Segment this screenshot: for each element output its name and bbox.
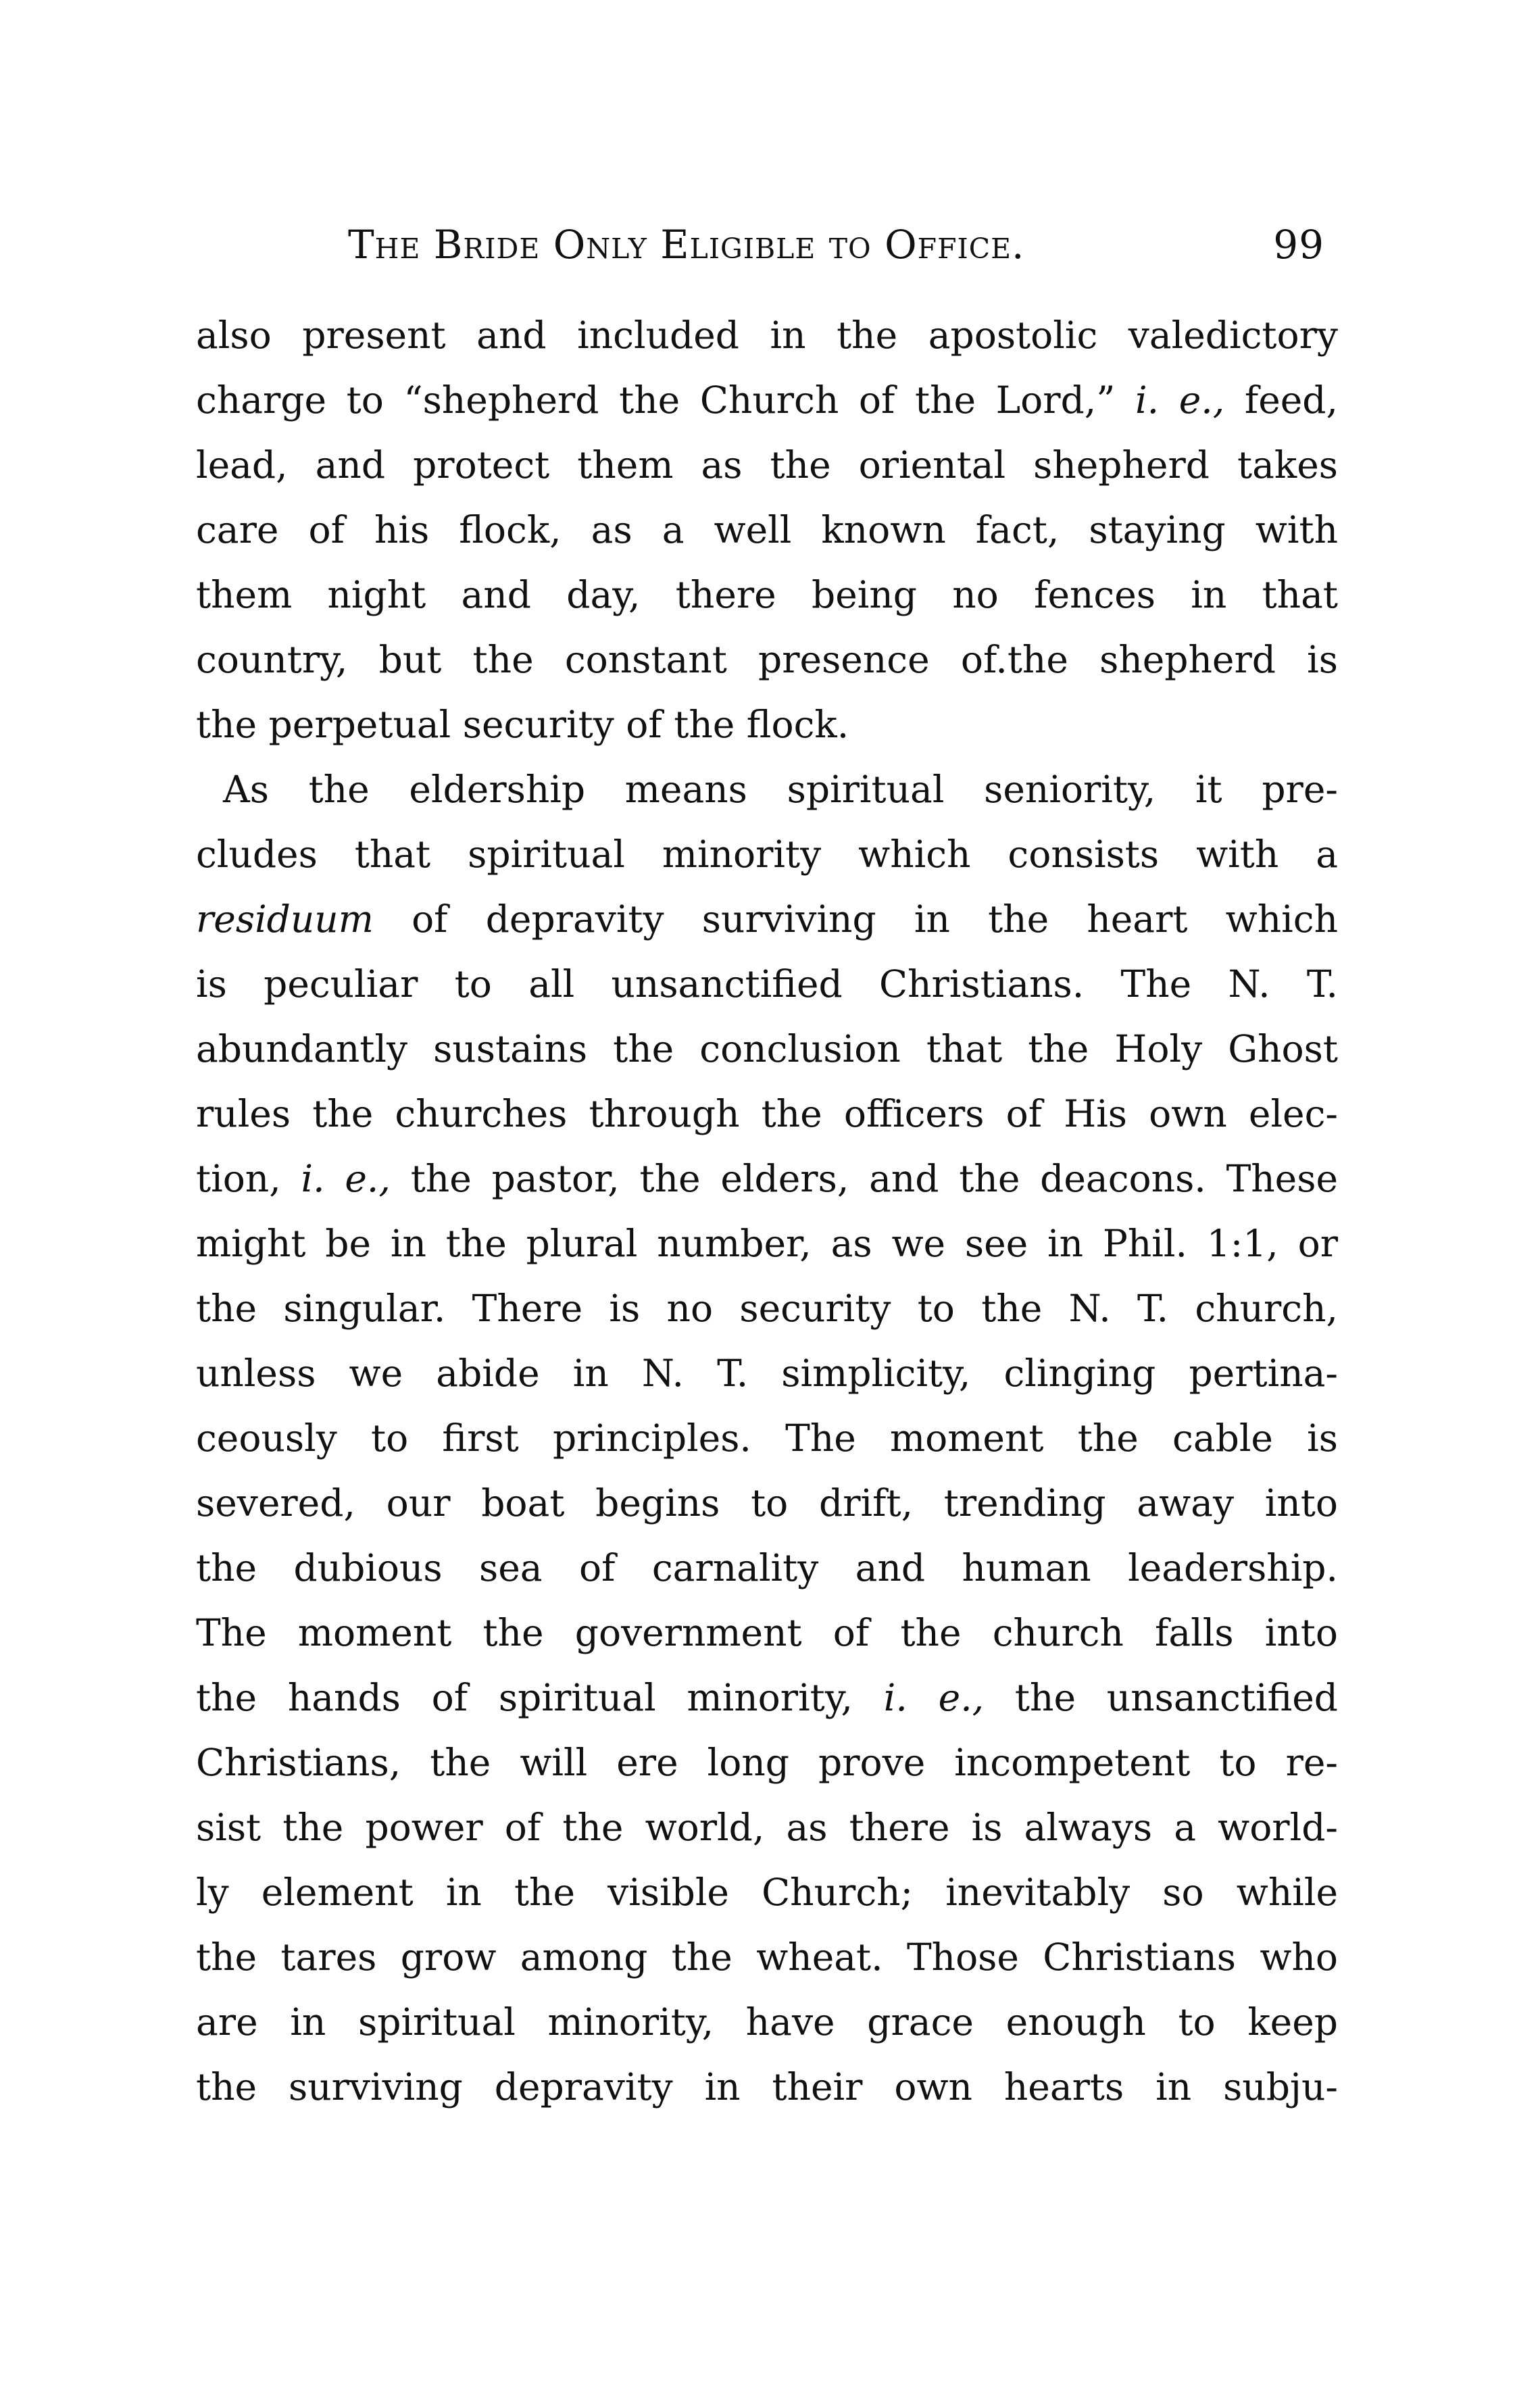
text-line: care of his flock, as a well known fact, staying with — [196, 508, 1338, 551]
text-line: lead, and protect them as the oriental shepherd takes — [196, 443, 1338, 487]
text-line: also present and included in the apostolic valedictory — [196, 314, 1338, 357]
page-number: 99 — [1273, 222, 1324, 268]
text-line: abundantly sustains the conclusion that the Holy Ghost — [196, 1027, 1338, 1070]
text-line: country, but the constant presence of.the shepherd is — [196, 638, 1338, 681]
text-line: Christians, the will ere long prove incompetent to re- — [196, 1741, 1338, 1784]
text-line: cludes that spiritual minority which consists with a — [196, 833, 1338, 876]
text-line: tion, i. e., the pastor, the elders, and the deacons. These — [196, 1157, 1338, 1200]
text-line: unless we abide in N. T. simplicity, clinging pertina- — [196, 1352, 1338, 1395]
text-line: them night and day, there being no fences in that — [196, 573, 1338, 616]
text-line: ceously to first principles. The moment the cable is — [196, 1416, 1338, 1460]
text-line: ly element in the visible Church; inevitably so while — [196, 1871, 1338, 1914]
text-line: sist the power of the world, as there is always a world- — [196, 1806, 1338, 1849]
text-line: the surviving depravity in their own hearts in subju- — [196, 2065, 1338, 2109]
text-line: the tares grow among the wheat. Those Christians who — [196, 1936, 1338, 1979]
running-head — [348, 215, 1324, 282]
text-line: rules the churches through the officers of His own elec- — [196, 1092, 1338, 1135]
text-line: the hands of spiritual minority, i. e., the unsanctified — [196, 1676, 1338, 1719]
body-text — [196, 303, 1338, 2119]
text-line: the dubious sea of carnality and human leadership. — [196, 1546, 1338, 1589]
text-line: As the eldership means spiritual seniority, it pre- — [223, 768, 1338, 811]
text-line: The moment the government of the church falls into — [196, 1611, 1338, 1654]
running-title: The Bride Only Eligible to Office. — [348, 222, 1025, 268]
text-line: residuum of depravity surviving in the heart which — [196, 897, 1338, 941]
text-line: are in spiritual minority, have grace enough to keep — [196, 2000, 1338, 2044]
text-line: the perpetual security of the flock. — [196, 703, 849, 746]
text-line: severed, our boat begins to drift, trending away into — [196, 1481, 1338, 1525]
text-line: charge to “shepherd the Church of the Lord,” i. e., feed, — [196, 378, 1338, 422]
text-line: is peculiar to all unsanctified Christians. The N. T. — [196, 962, 1338, 1006]
text-line: might be in the plural number, as we see in Phil. 1:1, or — [196, 1222, 1338, 1265]
text-line: the singular. There is no security to the N. T. church, — [196, 1287, 1338, 1330]
